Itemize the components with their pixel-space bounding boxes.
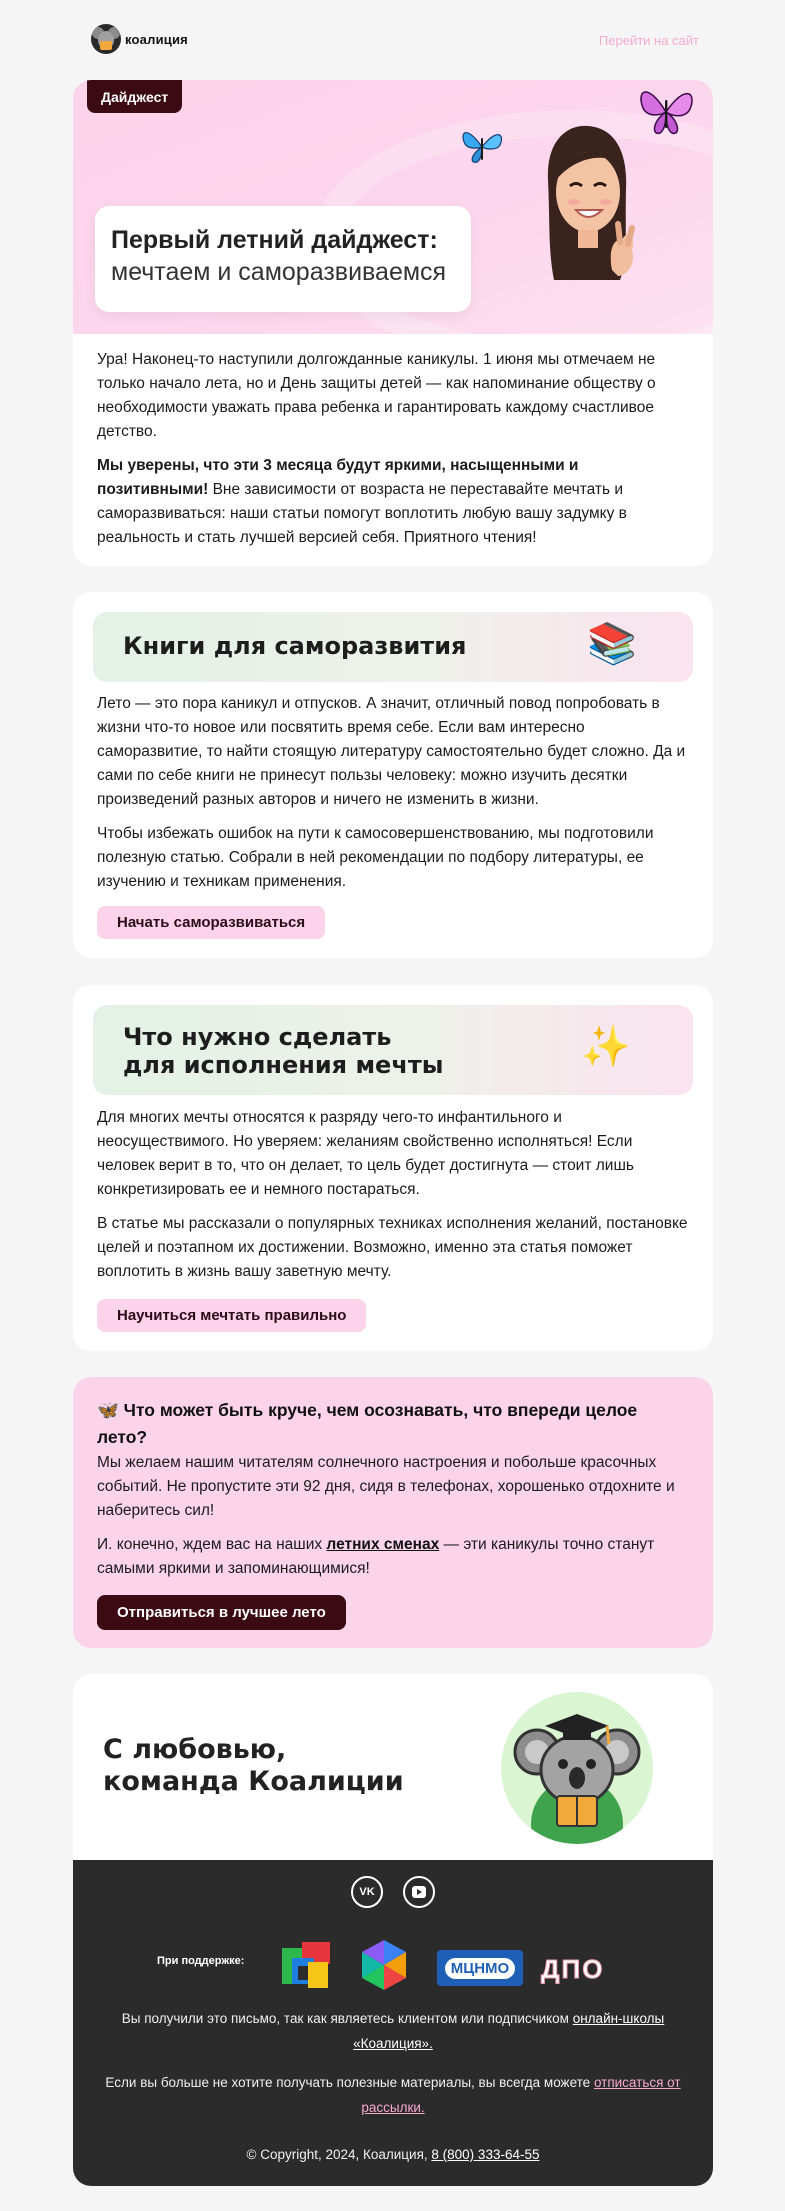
mcnmo-text: МЦНМО [445,1958,515,1979]
signoff-line-2: команда Коалиции [103,1766,404,1797]
youtube-icon[interactable] [403,1876,435,1908]
koala-mascot-illustration [501,1692,653,1844]
start-self-development-button[interactable]: Начать саморазвиваться [97,906,325,939]
dream-title-line-2: для исполнения мечты [123,1051,444,1079]
pink-butterfly-icon [633,80,699,144]
books-paragraph-1: Лето — это пора каникул и отпусков. А значит, отличный повод попробовать в жизни что-то новое или посвятить время себе. Если вам интересно саморазвитие, то найти стоящую литературу самостоятельно будет сложно. Да и сами по себе книги не принесут пользы человеку: можно изучить десятки произведений разных авторов и ничего не изменить в жизни. [97,695,686,808]
hero-title-box [95,206,471,312]
summer-title: 🦋 Что может быть круче, чем осознавать, что впереди целое лето? [97,1400,638,1447]
hero-paragraph-2-rest: Вне зависимости от возраста не переставайте мечтать и саморазвиваться: наши статьи помогут воплотить любую вашу задумку в реальность и стать лучшей версией себя. Приятного чтения! [97,481,627,546]
books-icon: 📚 [587,622,637,666]
unsubscribe-notice-text: Если вы больше не хотите получать полезные материалы, вы всегда можете [105,2075,594,2090]
summer-paragraph-1: Мы желаем нашим читателям солнечного настроения и побольше красочных событий. Не пропустите эти 92 дня, сидя в телефонах, хорошенько отдохните и наберитесь сил! [97,1454,675,1519]
blue-butterfly-icon [457,120,507,170]
summer-body [97,1451,691,1591]
partner-logo-mcnmo [437,1950,523,1986]
email-header [73,22,713,62]
school-link[interactable]: онлайн-школы «Коалиция». [353,2011,665,2051]
sparkles-icon: ✨ [581,1025,631,1069]
dream-paragraph-2: В статье мы рассказали о популярных техниках исполнения желаний, постановке целей и поэтапном их достижении. Возможно, именно эта статья поможет воплотить в жизнь вашу заветную мечту. [97,1215,688,1280]
partner-logo-dpo [541,1952,604,1986]
unsubscribe-link[interactable]: отписаться от рассылки. [361,2075,681,2115]
dream-header [93,1005,693,1095]
unsubscribe-notice [93,2070,693,2120]
summer-paragraph-2-start: И. конечно, ждем вас на наших [97,1536,327,1553]
hero-bold-text: Мы уверены, что эти 3 месяца будут яркими, насыщенными и позитивными! [97,457,579,498]
dream-title [123,1023,443,1079]
hero-body [97,348,689,560]
books-paragraph-2: Чтобы избежать ошибок на пути к самосовершенствованию, мы подготовили полезную статью. Собрали в ней рекомендации по подбору литературы, ее изучению и техникам применения. [97,825,654,890]
partner-logo-1-icon [278,1938,334,1992]
logo-text: коалиция [125,31,188,47]
hero-paragraph-2 [97,454,689,550]
dream-paragraph-1: Для многих мечты относятся к разряду чего-то инфантильного и неосуществимого. Но уверяем: желаниям свойственно исполняться! Если человек верит в то, что он делает, то цель будет достигнута — стоит лишь конкретизировать ее и немного постараться. [97,1109,634,1198]
partner-logo-2-icon [356,1938,412,1992]
learn-to-dream-button[interactable]: Научиться мечтать правильно [97,1299,366,1332]
digest-badge: Дайджест [87,80,182,113]
dream-body [97,1106,691,1294]
signoff-line-1: С любовью, [103,1734,287,1765]
signoff-text [103,1734,404,1798]
logo[interactable] [91,24,188,54]
copyright-text: © Copyright, 2024, Коалиция, [246,2147,432,2162]
summer-paragraph-2 [97,1533,691,1581]
dream-card [73,985,713,1351]
books-header [93,612,693,682]
books-body [97,692,691,904]
hero-card [73,80,713,566]
best-summer-button[interactable]: Отправиться в лучшее лето [97,1595,346,1630]
koala-logo-icon [91,24,121,54]
subscription-notice [93,2006,693,2056]
hero-paragraph-1: Ура! Наконец-то наступили долгожданные каникулы. 1 июня мы отмечаем не только начало лета, но и День защиты детей — как напоминание обществу о необходимости уважать права ребенка и гарантировать каждому счастливое детство. [97,351,656,440]
copyright [93,2142,693,2167]
hero-banner [73,80,713,334]
signoff-card [73,1674,713,1874]
subscription-notice-text: Вы получили это письмо, так как являетесь клиентом или подписчиком [121,2011,573,2026]
goto-site-link[interactable]: Перейти на сайт [598,33,699,48]
girl-memoji-illustration [528,120,638,290]
summer-shifts-link[interactable]: летних сменах [326,1536,440,1553]
hero-title: Первый летний дайджест: [111,226,438,254]
dream-title-line-1: Что нужно сделать [123,1023,392,1051]
dpo-text: ДПО [541,1953,605,1984]
phone-link[interactable]: 8 (800) 333-64-55 [431,2147,540,2162]
support-label: При поддержке: [157,1955,245,1967]
books-card [73,592,713,958]
summer-paragraph-2-end: — эти каникулы точно станут самыми яркими и запоминающимися! [97,1536,655,1577]
vk-icon[interactable]: VK [351,1876,383,1908]
summer-card [73,1377,713,1648]
books-title: Книги для саморазвития [123,632,467,660]
hero-subtitle: мечтаем и саморазвиваемся [111,258,447,286]
email-footer [73,1860,713,2186]
